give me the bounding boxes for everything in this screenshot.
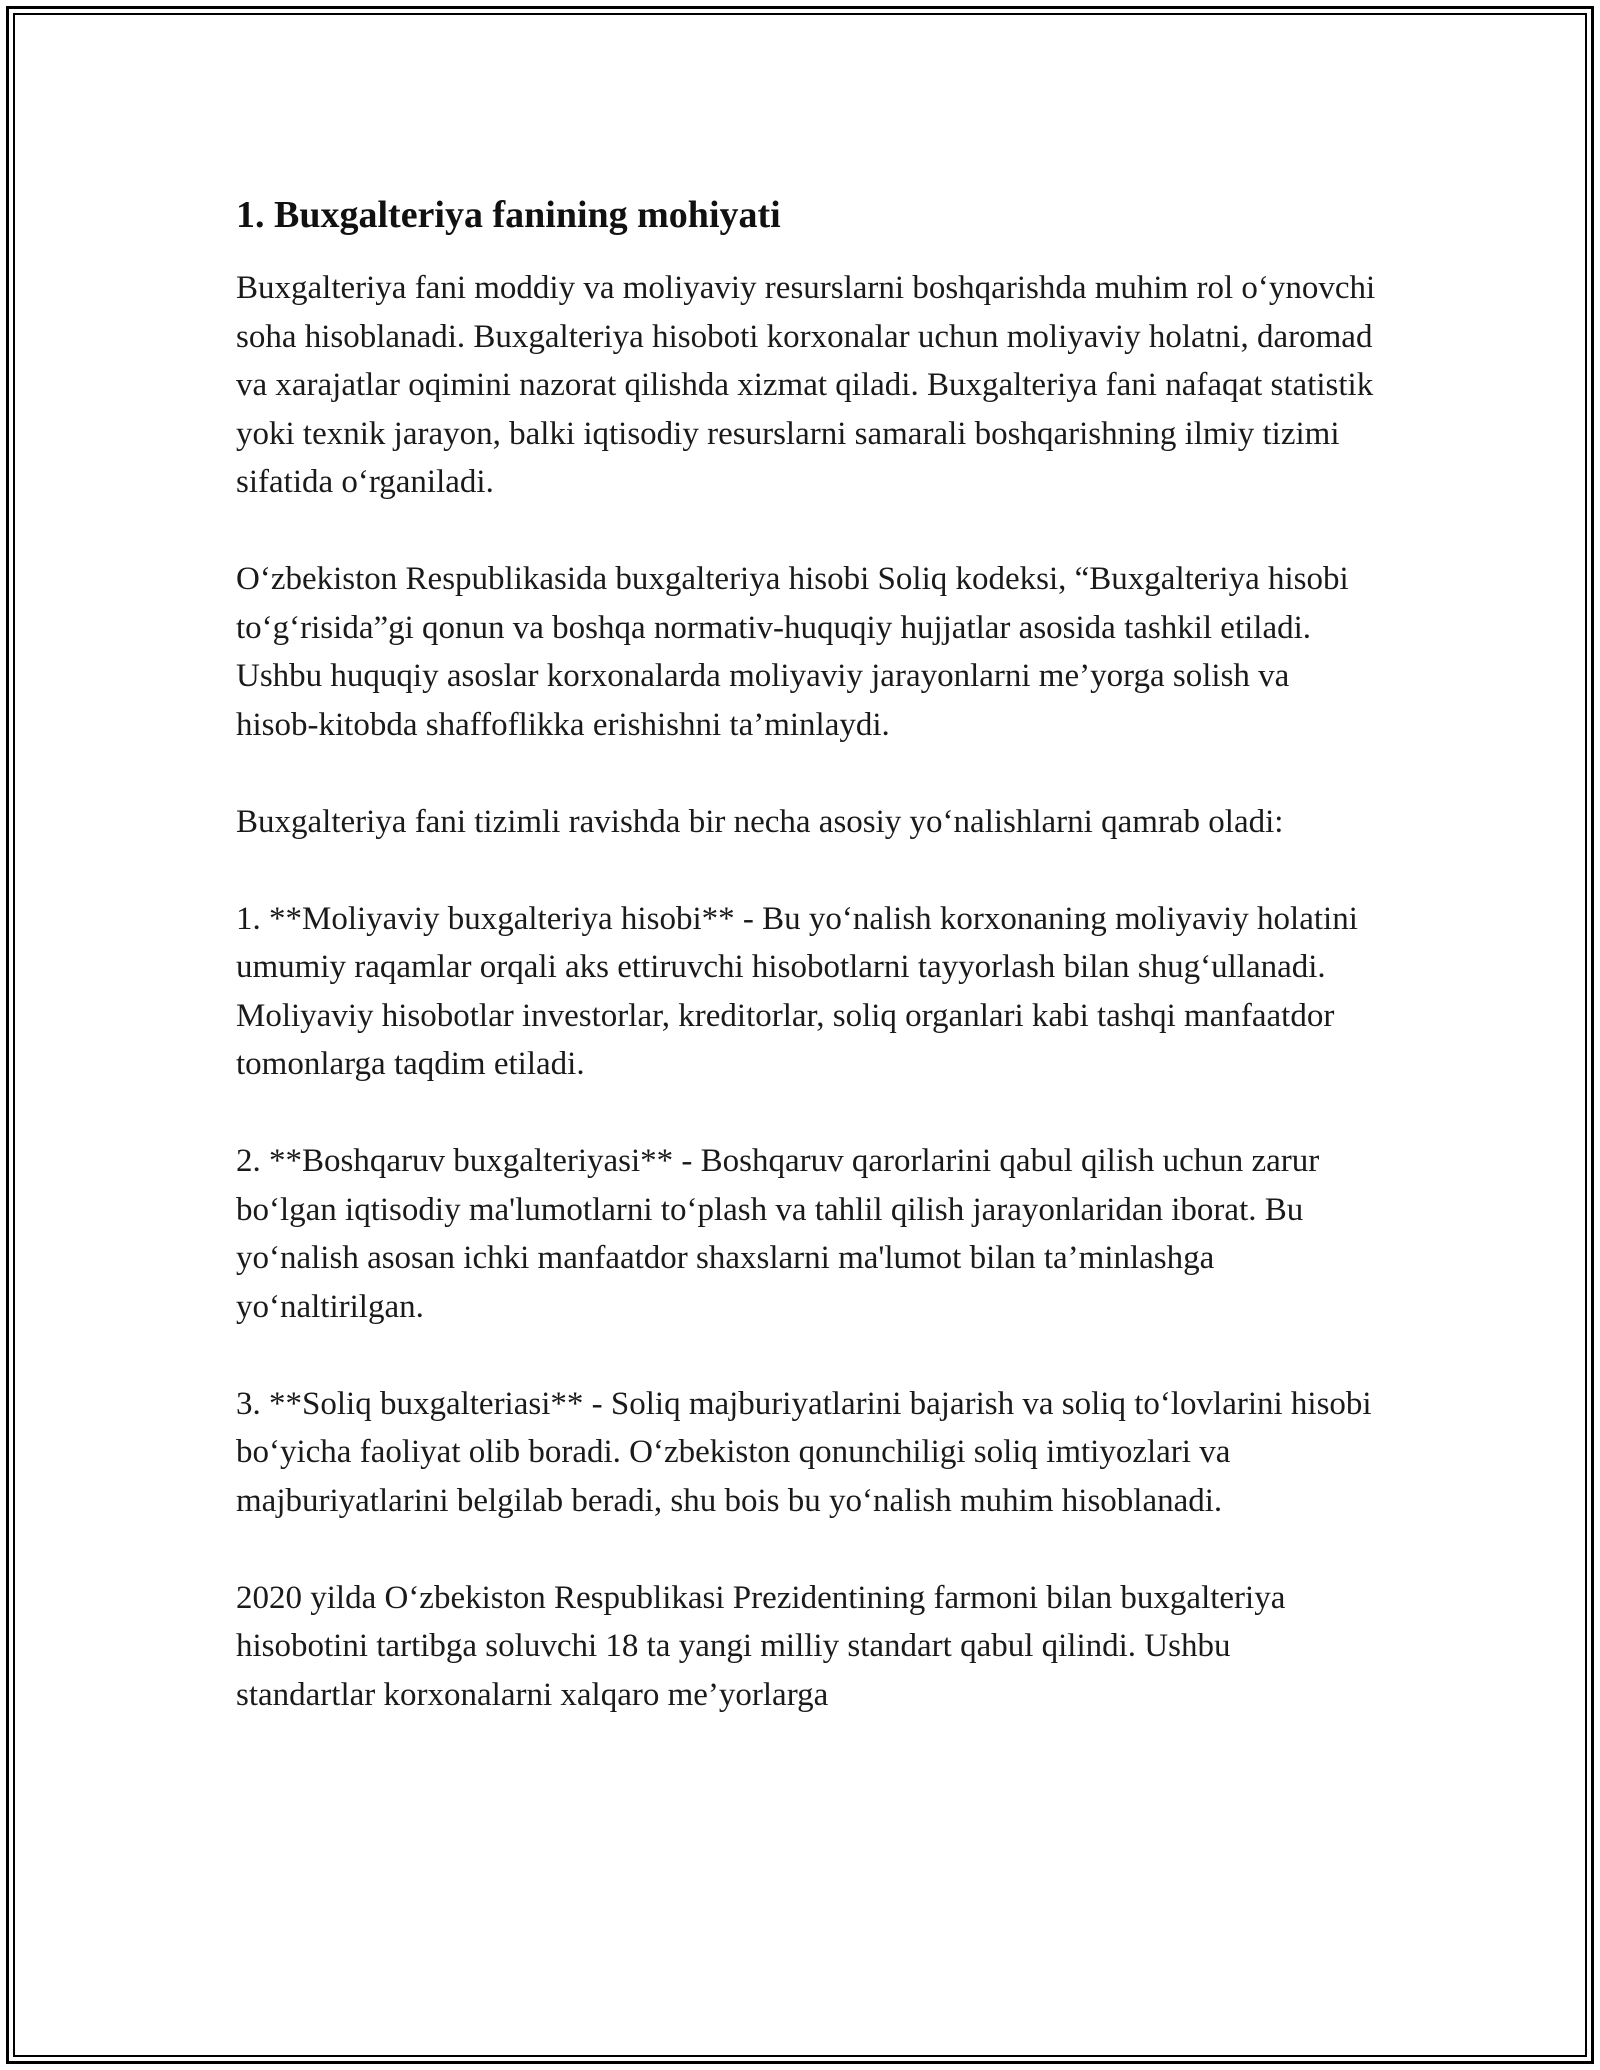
paragraph-intro: Buxgalteriya fani moddiy va moliyaviy resurslarni boshqarishda muhim rol o‘ynovchi soha hisoblanadi. Buxgalteriya hisoboti korxonalar uchun moliyaviy holatni, daromad va xarajatlar oqimini nazorat qilishda xizmat qiladi. Buxgalteriya fani nafaqat statistik yoki texnik jarayon, balki iqtisodiy resurslarni samarali boshqarishning ilmiy tizimi sifatida o‘rganiladi.: [236, 270, 1376, 500]
list-item-tax-accounting: 3. **Soliq buxgalteriasi** - Soliq majburiyatlarini bajarish va soliq to‘lovlarini hisobi bo‘yicha faoliyat olib boradi. O‘zbekiston qonunchiligi soliq imtiyozlari va majburiyatlarini belgilab beradi, shu bois bu yo‘nalish muhim hisoblanadi.: [236, 1385, 1372, 1519]
paragraph-standards-2020: 2020 yilda O‘zbekiston Respublikasi Prezidentining farmoni bilan buxgalteriya hisobotini tartibga soluvchi 18 ta yangi milliy standart qabul qilindi. Ushbu standartlar korxonalarni xalqaro me’yorlarga: [236, 1579, 1286, 1713]
paragraph-legal-basis: O‘zbekiston Respublikasida buxgalteriya hisobi Soliq kodeksi, “Buxgalteriya hisobi to‘g‘risida”gi qonun va boshqa normativ-huquqiy hujjatlar asosida tashkil etiladi. Ushbu huquqiy asoslar korxonalarda moliyaviy jarayonlarni me’yorga solish va hisob-kitobda shaffoflikka erishishni ta’minlaydi.: [236, 561, 1349, 743]
list-item-financial-accounting: 1. **Moliyaviy buxgalteriya hisobi** - Bu yo‘nalish korxonaning moliyaviy holatini umumiy raqamlar orqali aks ettiruvchi hisobotlarni tayyorlash bilan shug‘ullanadi. Moliyaviy hisobotlar investorlar, kreditorlar, soliq organlari kabi tashqi manfaatdor tomonlarga taqdim etiladi.: [236, 900, 1358, 1082]
document-body: [236, 188, 1376, 1768]
section-title: 1. Buxgalteriya fanining mohiyati: [236, 194, 781, 236]
paragraph-directions-intro: Buxgalteriya fani tizimli ravishda bir necha asosiy yo‘nalishlarni qamrab oladi:: [236, 803, 1284, 840]
list-item-management-accounting: 2. **Boshqaruv buxgalteriyasi** - Boshqaruv qarorlarini qabul qilish uchun zarur bo‘lgan iqtisodiy ma'lumotlarni to‘plash va tahlil qilish jarayonlaridan iborat. Bu yo‘nalish asosan ichki manfaatdor shaxslarni ma'lumot bilan ta’minlashga yo‘naltirilgan.: [236, 1143, 1320, 1325]
